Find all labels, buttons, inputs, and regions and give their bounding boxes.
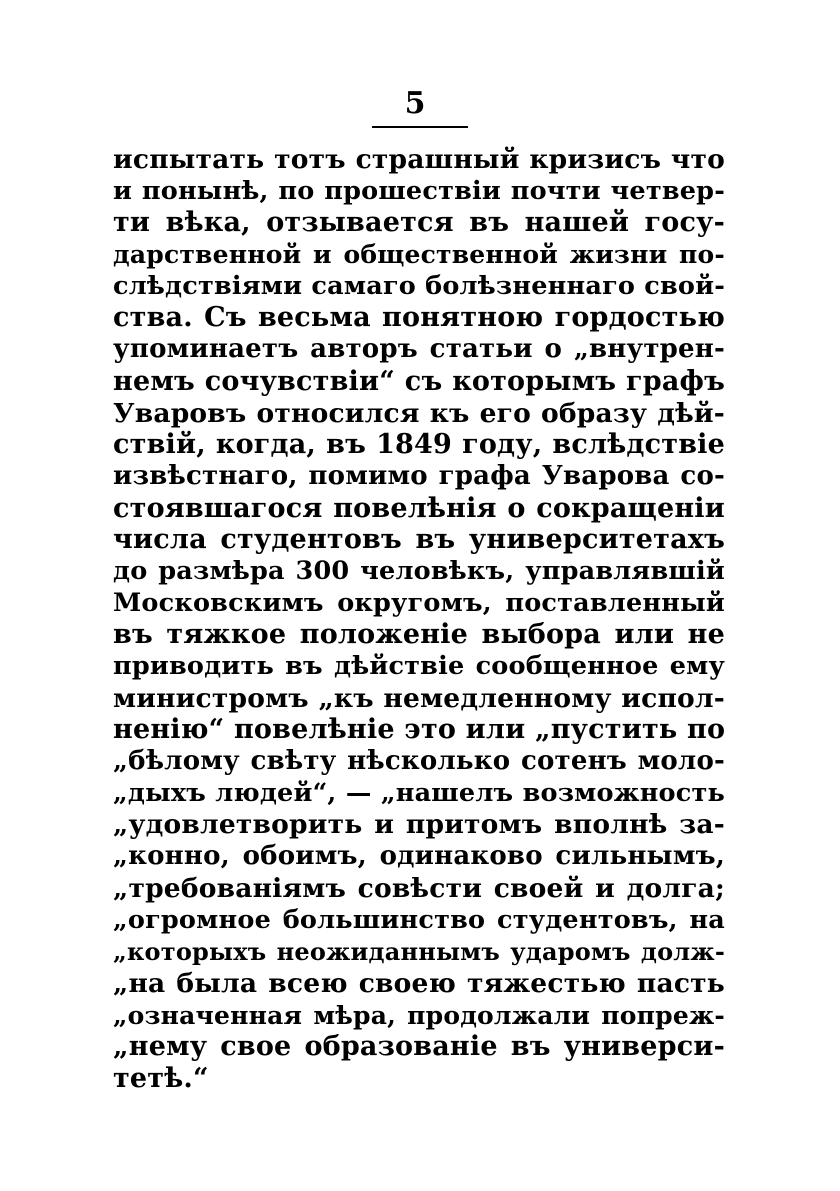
text-line: немъ сочувствіи“ съ которымъ графъ bbox=[113, 365, 725, 397]
text-line: испытать тотъ страшный кризисъ что bbox=[113, 144, 725, 175]
text-line: числа студентовъ въ университетахъ bbox=[113, 524, 725, 556]
text-line: „огромное большинство студентовъ, на bbox=[113, 904, 725, 935]
text-line: въ тяжкое положеніе выбора или не bbox=[113, 619, 725, 651]
text-line: Московскимъ округомъ, поставленный bbox=[113, 587, 725, 618]
text-line: упоминаетъ авторъ статьи о „внутрен- bbox=[113, 334, 725, 365]
text-line: „удовлетворить и притомъ вполнѣ за- bbox=[113, 809, 725, 841]
text-line-last: тетѣ.“ bbox=[113, 1062, 209, 1094]
text-line: „на была всею своею тяжестью пасть bbox=[113, 967, 725, 999]
text-line: Уваровъ относился къ его образу дѣй- bbox=[113, 397, 725, 429]
text-line: „означенная мѣра, продолжали попреж- bbox=[113, 1000, 725, 1030]
text-line: до размѣра 300 человѣкъ, управлявшій bbox=[113, 555, 725, 586]
text-line: ства. Съ весьма понятною гордостью bbox=[113, 302, 725, 334]
text-line: „дыхъ людей“, — „нашелъ возможность bbox=[113, 777, 725, 808]
text-line: стоявшагося повелѣнія о сокращеніи bbox=[113, 492, 725, 524]
text-line: ствій, когда, въ 1849 году, вслѣдствіе bbox=[113, 429, 725, 461]
text-line: „бѣлому свѣту нѣсколько сотенъ моло- bbox=[113, 746, 725, 777]
body-text bbox=[113, 144, 725, 1095]
page-number: 5 bbox=[404, 86, 426, 121]
text-line: „которыхъ неожиданнымъ ударомъ долж- bbox=[113, 937, 725, 967]
text-line: приводить въ дѣйствіе сообщенное ему bbox=[113, 651, 725, 681]
text-line: министромъ „къ немедленному испол- bbox=[113, 682, 725, 714]
text-line: слѣдствіями самаго болѣзненнаго свой- bbox=[113, 270, 725, 301]
text-line: „нему свое образованіе въ универси- bbox=[113, 1031, 725, 1063]
text-line: „конно, обоимъ, одинаково сильнымъ, bbox=[113, 841, 725, 872]
text-line: дарственной и общественной жизни по- bbox=[113, 240, 725, 270]
text-line: ти вѣка, отзывается въ нашей госу- bbox=[113, 207, 725, 239]
text-line: извѣстнаго, помимо графа Уварова со- bbox=[113, 460, 725, 491]
text-line: „требованіямъ совѣсти своей и долга; bbox=[113, 872, 725, 904]
text-line: и понынѣ, по прошествіи почти четвер- bbox=[113, 175, 725, 206]
text-line: ненію“ повелѣніе это или „пустить по bbox=[113, 714, 726, 746]
page-number-rule bbox=[372, 126, 468, 128]
